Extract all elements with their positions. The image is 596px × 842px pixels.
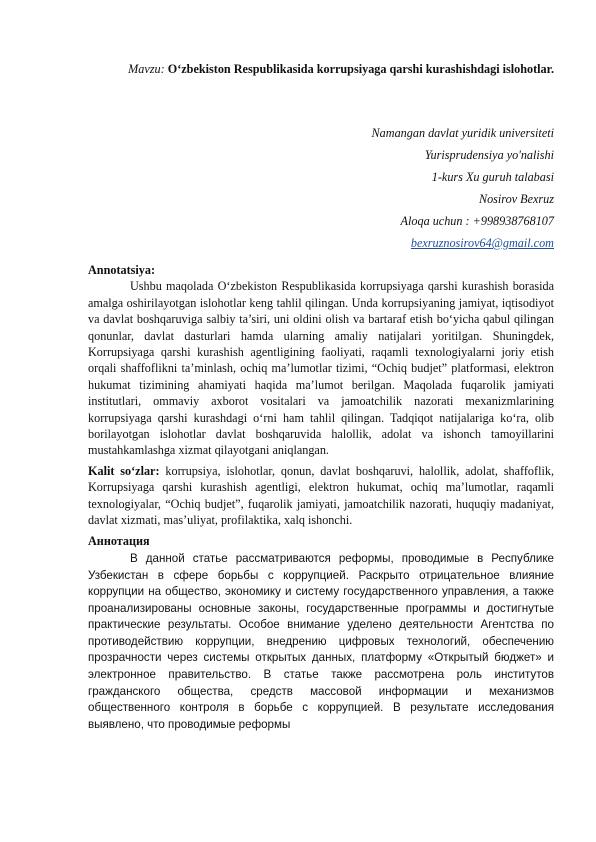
university-name: Namangan davlat yuridik universiteti xyxy=(371,126,554,140)
abstract-ru-heading: Аннотация xyxy=(88,533,150,548)
author-info xyxy=(372,122,554,254)
field-of-study: Yurisprudensiya yo'nalishi xyxy=(424,148,554,162)
abstract-uz-heading: Annotatsiya: xyxy=(88,263,156,277)
author-name: Nosirov Bexruz xyxy=(478,192,554,206)
contact-phone: Aloqa uchun : +998938768107 xyxy=(400,214,554,228)
email-link[interactable]: bexruznosirov64@gmail.com xyxy=(410,236,554,250)
abstract-ru-text: В данной статье рассматриваются реформы, проводимые в Республике Узбекистан в сфере борьбы с коррупцией. Раскрыто отрицательное влияние коррупции на общество, экономику и систему государственного управления, а также проанализированы основные законы, государственные программы и достигнутые практические результаты. Особое внимание уделено деятельности Агентства по противодействию коррупции, внедрению цифровых технологий, обеспечению прозрачности через системы открытых данных, платформу «Открытый бюджет» и электронное правительство. В статье также рассмотрена роль институтов гражданского общества, средств массовой информации и механизмов общественного контроля в борьбе с коррупцией. В результате исследования выявлено, что проводимые реформы xyxy=(88,551,554,731)
student-group: 1-kurs Xu guruh talabasi xyxy=(431,170,554,184)
document-body xyxy=(88,262,554,733)
keywords-label: Kalit so‘zlar: xyxy=(88,463,160,478)
article-title xyxy=(88,58,554,80)
keywords-text: korrupsiya, islohotlar, qonun, davlat boshqaruvi, halollik, adolat, shaffoflik, Korrupsiyaga qarshi kurashish agentligi, elektron hukumat, ochiq ma’lumotlar, raqamli texnologiyalar, “Ochiq budjet”, fuqarolik jamiyati, jamoatchilik nazorati, huquqiy madaniyat, davlat xizmati, mas’uliyat, profilaktika, xalq ishonchi. xyxy=(88,463,554,528)
topic-label: Mavzu: xyxy=(128,62,165,76)
topic-title: O‘zbekiston Respublikasida korrupsiyaga qarshi kurashishdagi islohotlar. xyxy=(167,62,554,76)
keywords-uz xyxy=(88,463,554,529)
abstract-uz-text: Ushbu maqolada O‘zbekiston Respublikasida korrupsiyaga qarshi kurashish borasida amalga oshirilayotgan islohotlar keng tahlil qilingan. Unda korrupsiyaning jamiyat, iqtisodiyot va davlat boshqaruviga salbiy ta’siri, uni oldini olish va bartaraf etish bo‘yicha qabul qilingan qonunlar, davlat dasturlari hamda ularning amaliy natijalari yoritilgan. Shuningdek, Korrupsiyaga qarshi kurashish agentligining faoliyati, raqamli texnologiyalarni joriy etish orqali shaffoflikni ta’minlash, ochiq ma’lumotlar tizimi, “Ochiq budjet” platformasi, elektron hukumat tizimining ahamiyati haqida ma’lumot berilgan. Maqolada fuqarolik jamiyati institutlari, ommaviy axborot vositalari va jamoatchilik nazorati mexanizmlarining korrupsiyaga qarshi kurashdagi o‘rni ham tahlil qilingan. Tadqiqot natijalariga ko‘ra, olib borilayotgan islohotlar davlat boshqaruvida halollik, adolat va ishonch tamoyillarini mustahkamlashga xizmat qilayotgani aniqlangan. xyxy=(88,279,554,458)
